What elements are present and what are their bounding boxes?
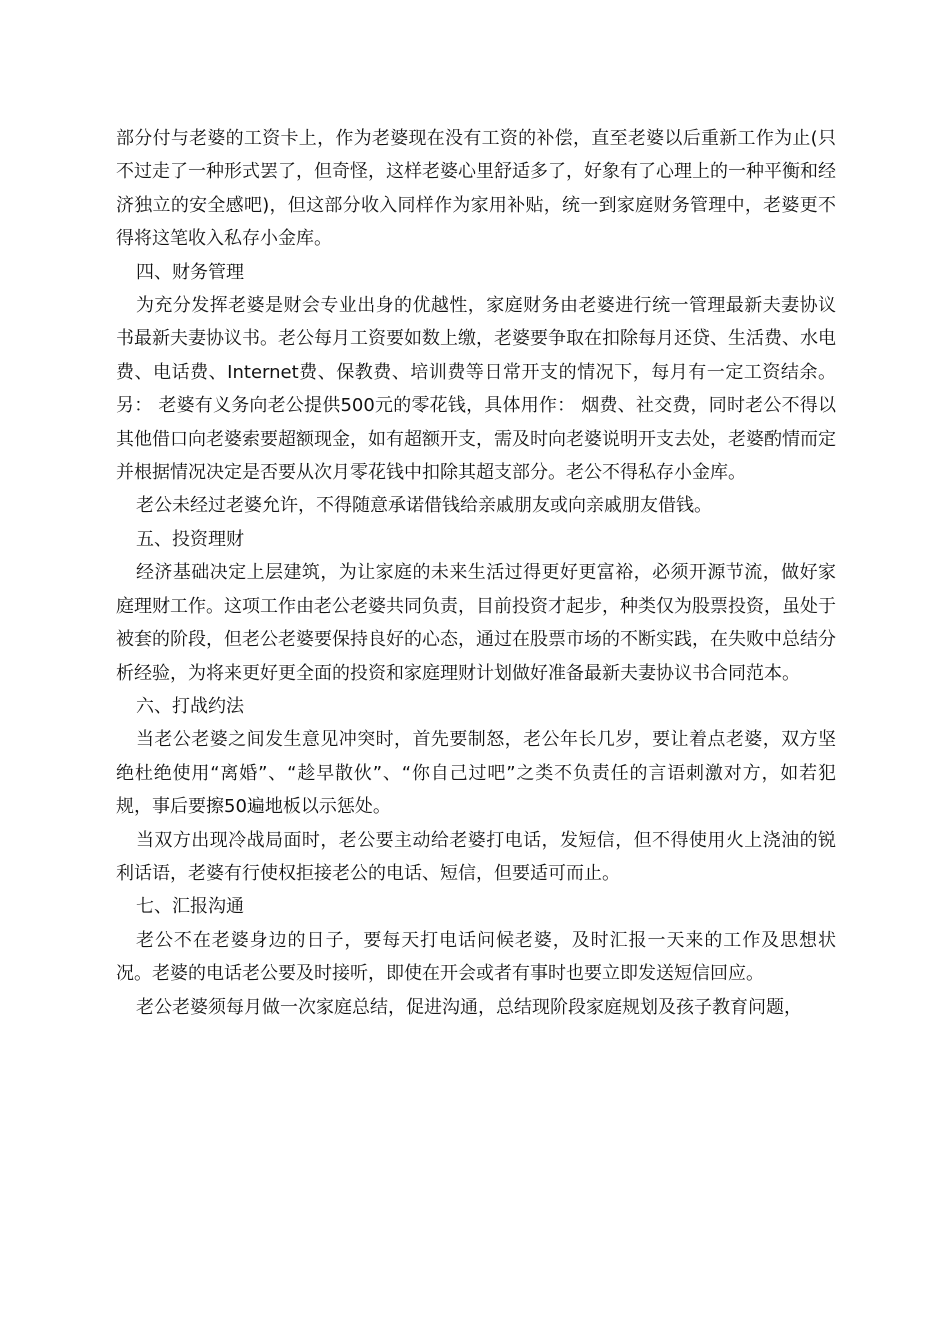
paragraph-daily-report: 老公不在老婆身边的日子，要每天打电话问候老婆，及时汇报一天来的工作及思想状况。老婆的电话老公要及时接听，即使在开会或者有事时也要立即发送短信回应。 [116,929,836,985]
paragraph-cold-war: 当双方出现冷战局面时，老公要主动给老婆打电话，发短信，但不得使用火上浇油的锐利话语，老婆有行使权拒接老公的电话、短信，但要适可而止。 [116,829,836,884]
paragraph-finance-management: 为充分发挥老婆是财会专业出身的优越性，家庭财务由老婆进行统一管理最新夫妻协议书最新夫妻协议书。老公每月工资要如数上缴，老婆要争取在扣除每月还贷、生活费、水电费、电话费、Internet费、保教费、培训费等日常开支的情况下，每月有一定工资结余。另： 老婆有义务向老公提供500元的零花钱，具体用作： 烟费、社交费，同时老公不得以其他借口向老婆索要超额现金，如有超额开支，需及时向老婆说明开支去处，老婆酌情而定并根据情况决定是否要从次月零花钱中扣除其超支部分。老公不得私存小金库。 [116,295,836,484]
paragraph-borrowing-rule: 老公未经过老婆允许，不得随意承诺借钱给亲戚朋友或向亲戚朋友借钱。 [136,495,712,517]
document-page [116,122,836,1024]
paragraph-monthly-summary: 老公老婆须每月做一次家庭总结，促进沟通，总结现阶段家庭规划及孩子教育问题， [136,996,802,1018]
paragraph-investment: 经济基础决定上层建筑，为让家庭的未来生活过得更好更富裕，必须开源节流，做好家庭理财工作。这项工作由老公老婆共同负责，目前投资才起步，种类仅为股票投资，虽处于被套的阶段，但老公老婆要保持良好的心态，通过在股票市场的不断实践，在失败中总结分析经验，为将来更好更全面的投资和家庭理财计划做好准备最新夫妻协议书合同范本。 [116,562,836,684]
section-heading-quarrel-rules: 六、打战约法 [136,695,244,717]
paragraph-conflict-rules: 当老公老婆之间发生意见冲突时，首先要制怒，老公年长几岁，要让着点老婆，双方坚绝杜绝使用“离婚”、“趁早散伙”、“你自己过吧”之类不负责任的言语刺激对方，如若犯规，事后要擦50遍地板以示惩处。 [116,729,836,818]
section-heading-communication: 七、汇报沟通 [136,896,244,918]
section-heading-finance: 四、财务管理 [136,261,244,283]
section-heading-investment: 五、投资理财 [136,528,244,550]
paragraph-continuation: 部分付与老婆的工资卡上，作为老婆现在没有工资的补偿，直至老婆以后重新工作为止(只不过走了一种形式罢了，但奇怪，这样老婆心里舒适多了，好象有了心理上的一种平衡和经济独立的安全感吧)，但这部分收入同样作为家用补贴，统一到家庭财务管理中，老婆更不得将这笔收入私存小金库。 [116,128,836,250]
